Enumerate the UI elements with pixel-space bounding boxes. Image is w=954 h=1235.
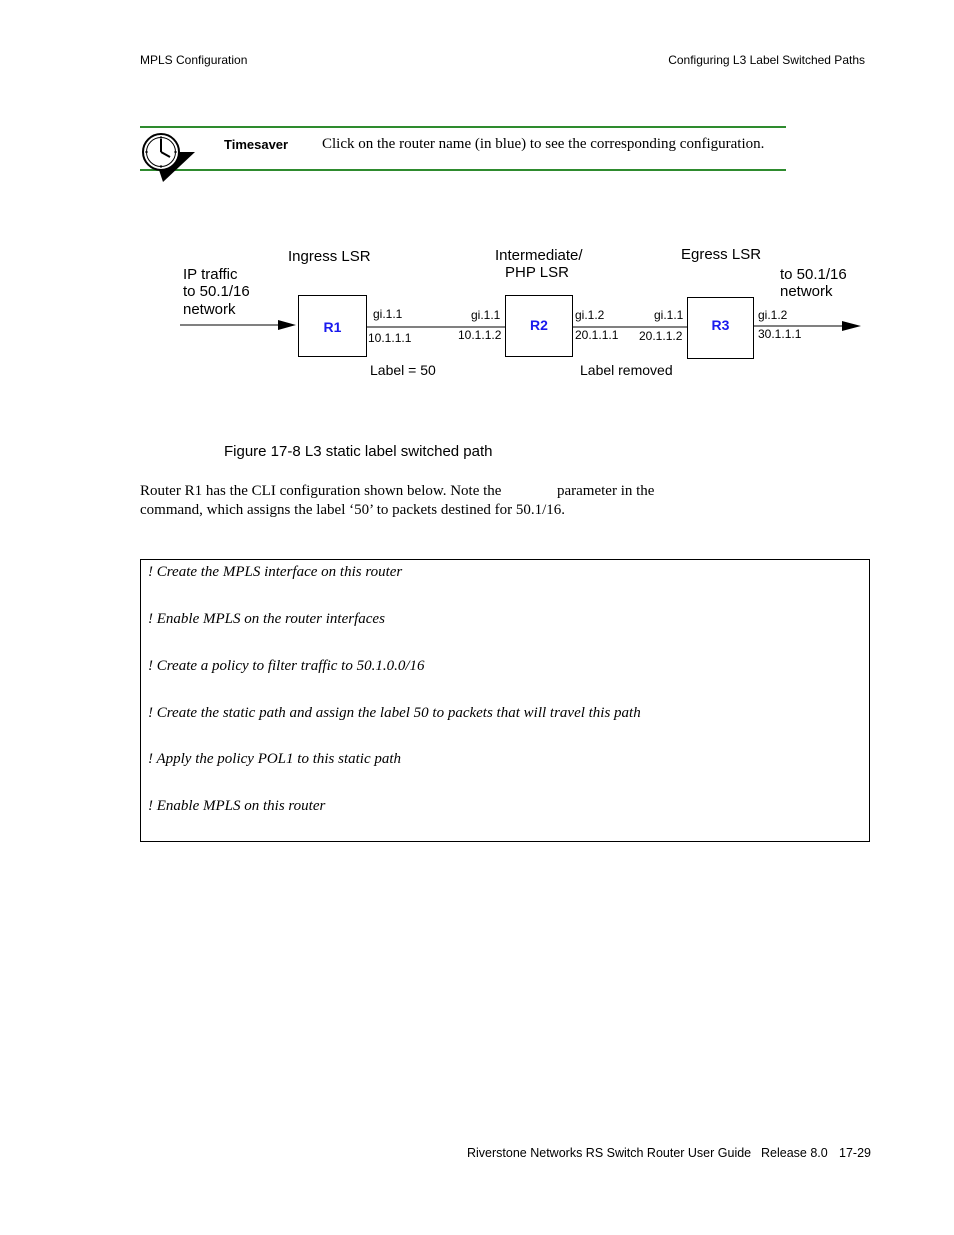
ingress-arrowhead — [278, 320, 296, 330]
router-link-r1[interactable]: R1 — [323, 319, 342, 335]
r1-out-ip: 10.1.1.1 — [368, 331, 412, 345]
to-network-line2: network — [780, 283, 833, 300]
to-network-line1: to 50.1/16 — [780, 266, 847, 283]
label-r1-r2: Label = 50 — [370, 362, 436, 378]
body-line-1b: parameter in the — [557, 483, 655, 499]
config-comment: ! Enable MPLS on this router — [148, 798, 326, 814]
r3-in-interface: gi.1.1 — [654, 308, 684, 322]
ingress-lsr-label: Ingress LSR — [288, 248, 371, 265]
running-header-right: Configuring L3 Label Switched Paths — [668, 53, 865, 67]
r2-in-interface: gi.1.1 — [471, 308, 501, 322]
label-r2-r3: Label removed — [580, 362, 673, 378]
config-comment: ! Create the MPLS interface on this router — [148, 564, 403, 580]
r1-out-interface: gi.1.1 — [373, 307, 403, 321]
timesaver-text: Click on the router name (in blue) to see the corresponding configuration. — [322, 136, 765, 152]
config-comment: ! Create the static path and assign the label 50 to packets that will travel this path — [148, 705, 641, 721]
config-box — [140, 559, 870, 842]
r2-out-interface: gi.1.2 — [575, 308, 605, 322]
config-comment: ! Apply the policy POL1 to this static path — [148, 751, 402, 767]
egress-lsr-label: Egress LSR — [681, 246, 762, 263]
router-link-r3[interactable]: R3 — [711, 317, 730, 333]
body-line-1a: Router R1 has the CLI configuration shown below. Note the — [140, 483, 502, 499]
footer-page-number: 17-29 — [839, 1146, 871, 1160]
footer-release: Release 8.0 — [761, 1146, 828, 1160]
router-box-r3 — [687, 297, 754, 359]
r3-in-ip: 20.1.1.2 — [639, 329, 683, 343]
ip-traffic-line3: network — [183, 301, 236, 318]
config-comment: ! Enable MPLS on the router interfaces — [148, 611, 385, 627]
footer-guide-title: Riverstone Networks RS Switch Router User Guide — [467, 1146, 752, 1160]
running-header-left: MPLS Configuration — [140, 53, 248, 67]
ip-traffic-line1: IP traffic — [183, 266, 238, 283]
router-box-r2 — [505, 295, 573, 357]
diagram-lines — [0, 0, 954, 440]
r3-out-interface: gi.1.2 — [758, 308, 788, 322]
intermediate-lsr-label-line2: PHP LSR — [505, 264, 569, 281]
r2-out-ip: 20.1.1.1 — [575, 328, 619, 342]
body-line-2: command, which assigns the label ‘50’ to packets destined for 50.1/16. — [140, 502, 566, 518]
r3-out-ip: 30.1.1.1 — [758, 327, 802, 341]
r2-in-ip: 10.1.1.2 — [458, 328, 502, 342]
router-link-r2[interactable]: R2 — [530, 317, 548, 333]
figure-caption: Figure 17-8 L3 static label switched path — [224, 443, 493, 460]
router-box-r1 — [298, 295, 367, 357]
egress-arrowhead — [842, 321, 861, 331]
timesaver-label: Timesaver — [224, 137, 289, 152]
ip-traffic-line2: to 50.1/16 — [183, 283, 250, 300]
intermediate-lsr-label-line1: Intermediate/ — [495, 247, 583, 264]
config-comment: ! Create a policy to filter traffic to 50.1.0.0/16 — [148, 658, 425, 674]
